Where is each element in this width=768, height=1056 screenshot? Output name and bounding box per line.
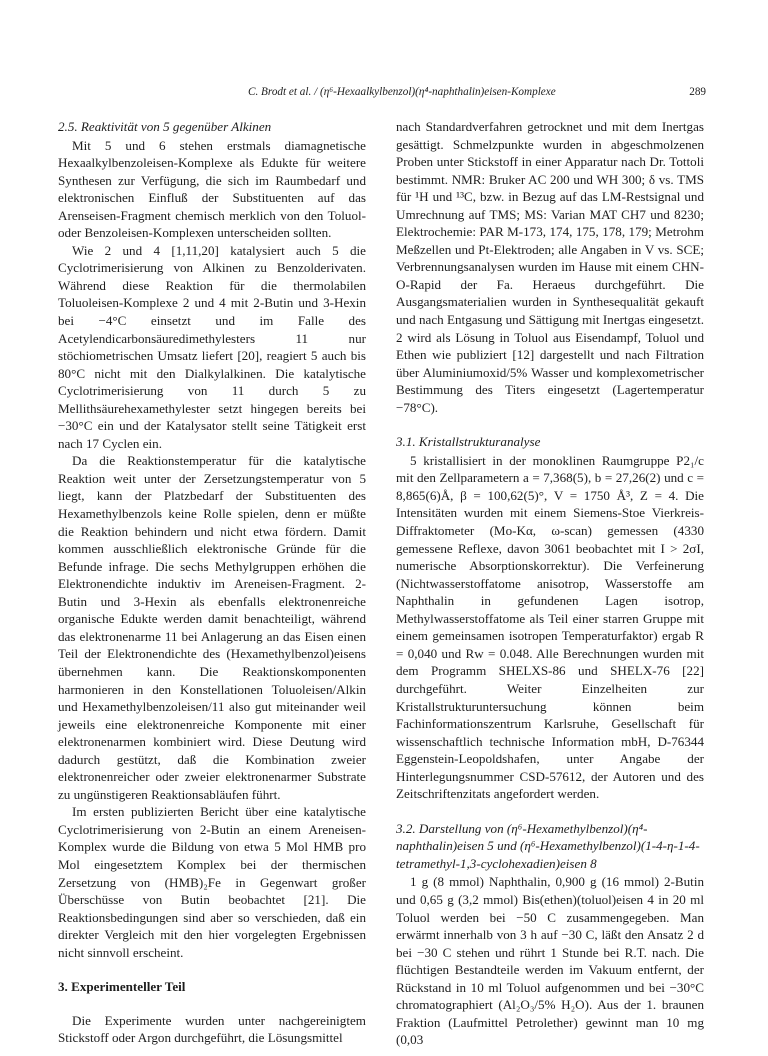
section-heading-2-5: 2.5. Reaktivität von 5 gegenüber Alkinen: [58, 119, 272, 134]
running-header: [58, 86, 712, 104]
paragraph: 1 g (8 mmol) Naphthalin, 0,900 g (16 mmol) 2-Butin und 0,65 g (3,2 mmol) Bis(ethen)(toluol)eisen 4 in 20 ml Toluol werden bei −50 C zusammengegeben. Man erwärmt innerhalb von 3 h auf −30 C, läßt den Ansatz 2 d bei −30 C stehen und rührt 1 Stunde bei R.T. nach. Die flüchtigen Bestandteile werden im Vakuum entfernt, der Rückstand in 10 ml Toluol aufgenommen und bei −30°C chromatographiert (Al₂O₃/5% H₂O). Aus der 1. braunen Fraktion (Laufmittel Petrolether) gewinnt man 10 mg (0,03: [396, 874, 704, 1048]
paragraph: Wie 2 und 4 [1,11,20] katalysiert auch 5 die Cyclotrimerisierung von Alkinen zu Benzolderivaten. Während diese Reaktion für die thermolabilen Toluoleisen-Komplexe 2 und 4 mit 2-Butin und 3-Hexin bei −4°C einsetzt und im Falle des Acetylendicarbonsäuredimethylesters 11 nur stöchiometrischen Umsatz liefert [20], reagiert 5 auch bis 80°C nicht mit den Dialkylalkinen. Die katalytische Cyclotrimerisierung von 11 durch 5 zu Mellithsäurehexamethylester setzt hingegen bereits bei −30°C ein und der Katalysator stellt seine Tätigkeit erst nach 17 Cyclen ein.: [58, 242, 366, 451]
paragraph: Da die Reaktionstemperatur für die katalytische Reaktion weit unter der Zersetzungstemperatur von 5 liegt, kann der Platzbedarf der Substituenten des Hexamethylbenzols keine Rolle spielen, denn er müßte die Reaktion behindern und nicht etwa fördern. Damit kommen ausschließlich elektronische Gründe für die Befunde infrage. Die sechs Methylgruppen erhöhen die Elektronendichte induktiv im Areneisen-Fragment. 2-Butin und 3-Hexin als ebenfalls elektronenreiche organische Edukte werden damit benachteiligt, während das elektronenarme 11 bei Anlagerung an das Eisen einen Teil der Elektronendichte des (Hexamethylbenzol)eisens übernehmen kann. Die Reaktionskomponenten harmonieren in den Konstellationen Toluoleisen/Alkin und Hexamethylbenzoleisen/11 also gut miteinander weil jeweils eine elektronenreiche Komponente mit einer elektronenarmen kombiniert wird. Diese Deutung wird dadurch gestützt, daß die Kombination zweier elektronenreicher oder zweier elektronenarmer Substrate zu ungünstigeren Reaktionsabläufen führt.: [58, 453, 366, 802]
paragraph: 5 kristallisiert in der monoklinen Raumgruppe P2₁/c mit den Zellparametern a = 7,368(5), b = 27,26(2) und c = 8,865(6)Å, β = 100,62(5)°, V = 1750 Å³, Z = 4. Die Intensitäten wurden mit einem Siemens-Stoe Vierkreis-Diffraktometer (Mo-Kα, ω-scan) gemessen (4330 gemessene Reflexe, davon 3061 beobachtet mit I > 2σI, numerische Absorptionskorrektur). Die Verfeinerung (Nichtwasserstoffatome anisotrop, Wasserstoffe am Naphthalin in gefundenen Lagen isotrop, Methylwasserstoffatome als Teil einer starren Gruppe mit einem gemeinsamen isotropen Temperaturfaktor) ergab R = 0,040 und Rw = 0.048. Alle Berechnungen wurden mit dem Programm SHELXS-86 und SHELX-76 [22] durchgeführt. Weiter Einzelheiten zur Kristallstrukturuntersuchung können beim Fachinformationszentrum Karlsruhe, Gesellschaft für wissenschaftlich technische Information mbH, D-76344 Eggenstein-Leopoldshafen, unter Angabe der Hinterlegungsnummer CSD-57612, der Autoren und des Zeitschriftenzitats angefordert werden.: [396, 452, 704, 802]
paragraph: Im ersten publizierten Bericht über eine katalytische Cyclotrimerisierung von 2-Butin an einem Areneisen-Komplex wurde die Bildung von etwa 5 Mol HMB pro Mol eingesetztem Komplex bei der thermischen Zersetzung von (HMB)₂Fe in Gegenwart großer Überschüsse von Butin beobachtet [21]. Die Reaktionsbedingungen sind aber so verschieden, daß ein direkter Vergleich mit den hier vorgelegten Ergebnissen nicht sinnvoll erscheint.: [58, 804, 366, 960]
section-heading-3-2: 3.2. Darstellung von (η⁶-Hexamethylbenzol)(η⁴-naphthalin)eisen 5 und (η⁶-Hexamethylbenzol)(1-4-η-1-4-tetramethyl-1,3-cyclohexadien)eisen 8: [396, 820, 700, 871]
paragraph: Die Experimente wurden unter nachgereinigtem Stickstoff oder Argon durchgeführt, die Lösungsmittel: [58, 1012, 366, 1046]
section-heading-3: 3. Experimenteller Teil: [58, 979, 186, 995]
right-column: [396, 118, 704, 1049]
paragraph: Mit 5 und 6 stehen erstmals diamagnetische Hexaalkylbenzoleisen-Komplexe als Edukte für weitere Synthesen zur Verfügung, die sich im Raumbedarf und elektronischen Einfluß der Substituenten auf das Arenseisen-Fragment chemisch merklich von den Toluol- oder Benzoleisen-Komplexen unterscheiden sollten.: [58, 137, 366, 241]
page-number: 289: [689, 86, 706, 98]
paragraph: nach Standardverfahren getrocknet und mit dem Inertgas gesättigt. Schmelzpunkte wurden in abgeschmolzenen Proben unter Stickstoff in einer Apparatur nach Dr. Tottoli bestimmt. NMR: Bruker AC 200 und WH 300; δ vs. TMS für ¹H und ¹³C, bzw. in Bezug auf das LM-Restsignal und Umrechnung auf TMS; MS: Varian MAT CH7 und 8230; Elektrochemie: PAR M-173, 174, 175, 178, 179; Metrohm Meßzellen und Pt-Elektroden; alle Angaben in V vs. SCE; Verbrennungsanalysen wurden im Hause mit einem CHN-O-Rapid der Fa. Heraeus durchgeführt. Die Ausgangsmaterialien wurden in Synthesequalität gekauft und nach Entgasung und Sättigung mit Inertgas eingesetzt. 2 wird als Lösung in Toluol aus Eisendampf, Toluol und Ethen wie publiziert [12] dargestellt und nach Filtration über Aluminiumoxid/5% Wasser und komplexometrischer Bestimmung des Titers eingesetzt (Lagertemperatur −78°C).: [396, 119, 704, 415]
running-title: C. Brodt et al. / (η⁶-Hexaalkylbenzol)(η⁴-naphthalin)eisen-Komplexe: [248, 86, 556, 98]
left-column: [58, 118, 366, 1047]
section-heading-3-1: 3.1. Kristallstrukturanalyse: [396, 434, 541, 450]
